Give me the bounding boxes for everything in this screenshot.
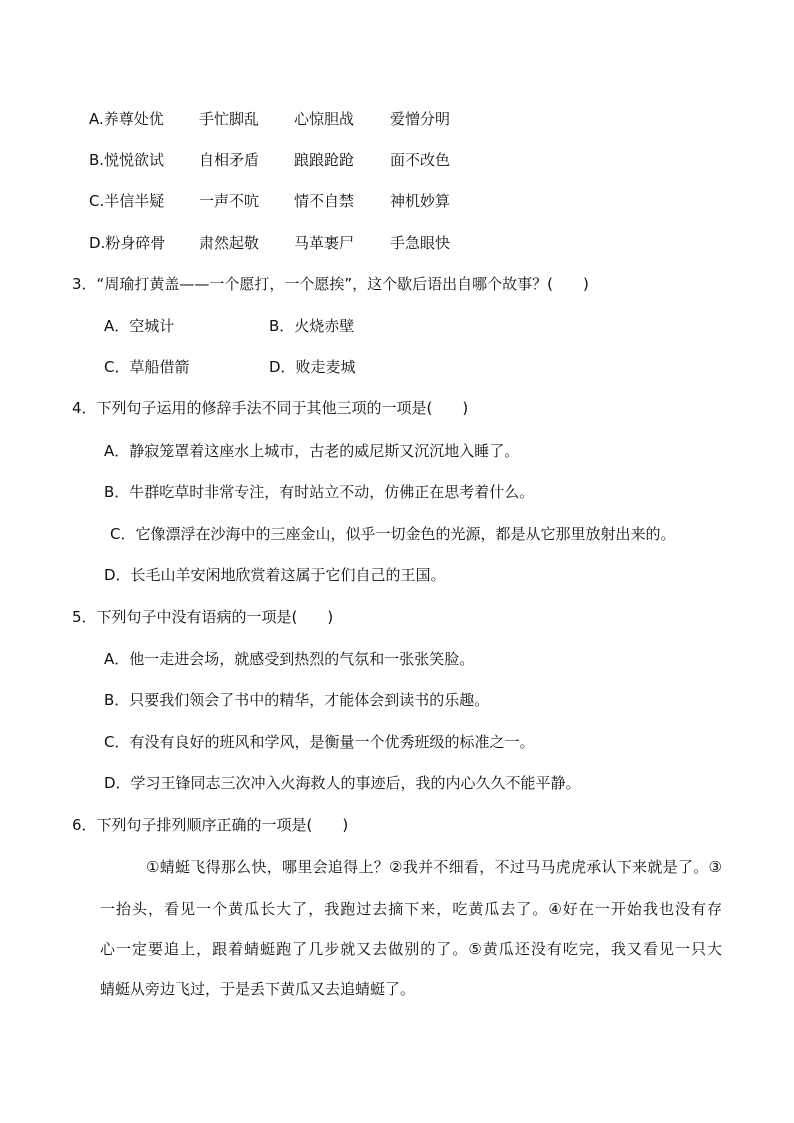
q2-option-a-word-3: 爱憎分明: [390, 110, 451, 128]
q2-option-b-label: B.悦悦欲试: [89, 151, 165, 169]
q2-option-c-word-2: 情不自禁: [294, 192, 355, 210]
q5-option-b: B．只要我们领会了书中的精华，才能体会到读书的乐趣。: [104, 691, 490, 709]
q4-option-a: A．静寂笼罩着这座水上城市，古老的威尼斯又沉沉地入睡了。: [104, 442, 520, 460]
q2-option-c-word-3: 神机妙算: [390, 192, 451, 210]
q3-option-d: D．败走麦城: [269, 358, 356, 376]
q2-option-a-word-1: 手忙脚乱: [199, 110, 260, 128]
q2-option-a-label: A.养尊处优: [89, 110, 164, 128]
q2-option-a-word-2: 心惊胆战: [294, 110, 355, 128]
q5-stem: 5．下列句子中没有语病的一项是( ): [72, 608, 334, 626]
q2-option-d-word-1: 肃然起敬: [199, 234, 260, 252]
q2-option-b-word-3: 面不改色: [390, 151, 451, 169]
q5-option-a: A．他一走进会场，就感受到热烈的气氛和一张张笑脸。: [104, 650, 475, 668]
q3-option-c: C．草船借箭: [104, 358, 190, 376]
q2-option-d-word-3: 手急眼快: [390, 234, 451, 252]
q6-passage-line-4: 蜻蜓从旁边飞过，于是丢下黄瓜又去追蜻蜓了。: [100, 980, 416, 998]
q6-passage-first-line-wrap: [146, 847, 722, 887]
q6-passage-line-3: 心一定要追上，跟着蜻蜓跑了几步就又去做别的了。⑤黄瓜还没有吃完，我又看见一只大: [100, 940, 722, 958]
q2-option-c-label: C.半信半疑: [89, 192, 165, 210]
q2-option-d-label: D.粉身碎骨: [89, 234, 166, 252]
q4-stem: 4．下列句子运用的修辞手法不同于其他三项的一项是( ): [72, 399, 469, 417]
q4-option-b: B．牛群吃草时非常专注，有时站立不动，仿佛正在思考着什么。: [104, 483, 535, 501]
q6-stem: 6．下列句子排列顺序正确的一项是( ): [72, 816, 349, 834]
q6-passage-line-1: ①蜻蜓飞得那么快，哪里会追得上？②我并不细看，不过马马虎虎承认下来就是了。③: [146, 858, 722, 876]
q2-option-c-word-1: 一声不吭: [199, 192, 260, 210]
q4-option-d: D．长毛山羊安闲地欣赏着这属于它们自己的王国。: [104, 566, 446, 584]
q5-option-c: C．有没有良好的班风和学风，是衡量一个优秀班级的标准之一。: [104, 733, 535, 751]
q2-option-d-word-2: 马革裹尸: [294, 234, 355, 252]
q5-option-d: D．学习王锋同志三次冲入火海救人的事迹后，我的内心久久不能平静。: [104, 774, 581, 792]
q3-stem: 3．“周瑜打黄盖——一个愿打，一个愿挨”，这个歇后语出自哪个故事？( ): [72, 275, 589, 293]
q6-passage: [100, 889, 722, 1009]
q2-option-b-word-1: 自相矛盾: [199, 151, 260, 169]
q2-option-b-word-2: 踉踉跄跄: [294, 151, 355, 169]
q6-passage-line-2: 一抬头，看见一个黄瓜长大了，我跑过去摘下来，吃黄瓜去了。④好在一开始我也没有存: [100, 900, 722, 918]
q3-option-b: B．火烧赤壁: [269, 317, 355, 335]
q3-option-a: A．空城计: [104, 317, 175, 335]
q4-option-c: C．它像漂浮在沙海中的三座金山，似乎一切金色的光源，都是从它那里放射出来的。: [110, 525, 676, 543]
